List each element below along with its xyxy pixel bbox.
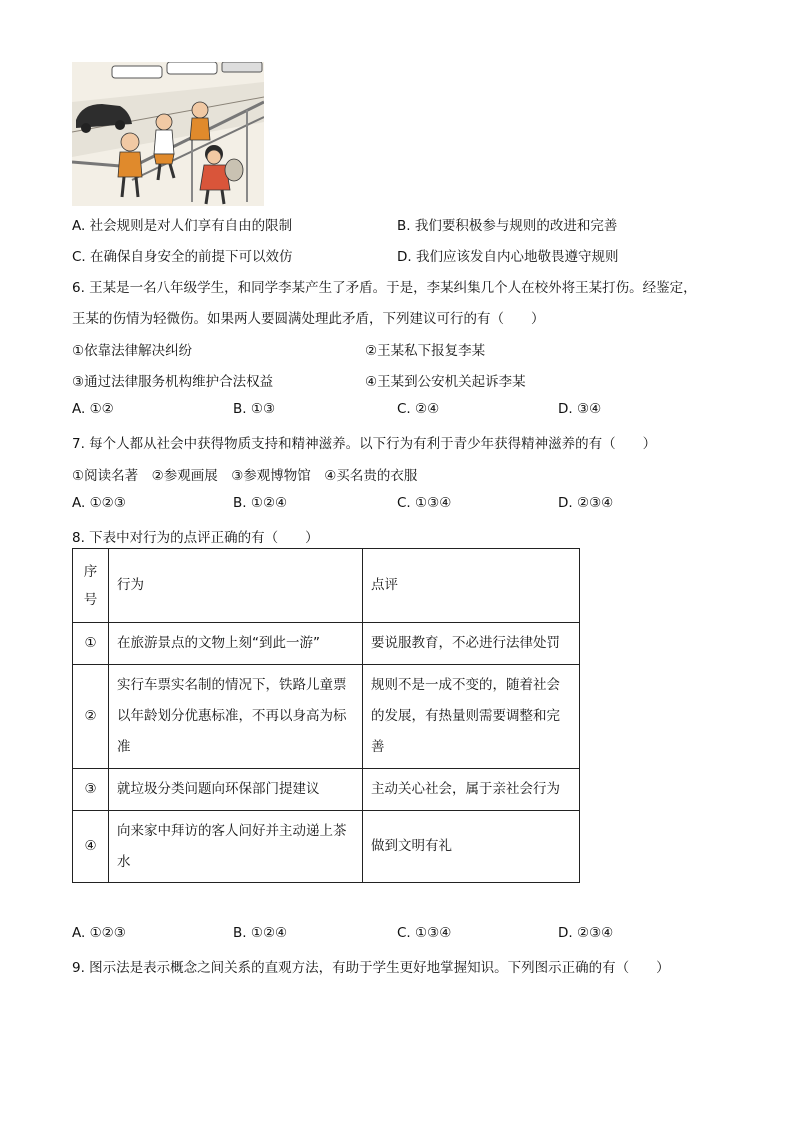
header-behavior: 行为	[109, 549, 363, 623]
q6-stem-line2: 王某的伤情为轻微伤。如果两人要圆满处理此矛盾，下列建议可行的有（ ）	[72, 311, 545, 327]
q6-item-1: ①依靠法律解决纠纷	[72, 343, 193, 359]
row-behavior: 就垃圾分类问题向环保部门提建议	[109, 769, 363, 811]
q5-option-b: B. 我们要积极参与规则的改进和完善	[397, 218, 618, 234]
row-behavior: 在旅游景点的文物上刻“到此一游”	[109, 623, 363, 665]
q8-option-a: A. ①②③	[72, 925, 126, 941]
q5-option-c: C. 在确保自身安全的前提下可以效仿	[72, 249, 293, 265]
q6-stem-line1: 6. 王某是一名八年级学生，和同学李某产生了矛盾。于是，李某纠集几个人在校外将王某打伤。经鉴定，	[72, 280, 697, 296]
row-behavior: 实行车票实名制的情况下，铁路儿童票以年龄划分优惠标准，不再以身高为标准	[109, 665, 363, 769]
row-no: ③	[73, 769, 109, 811]
q8-stem: 8. 下表中对行为的点评正确的有（ ）	[72, 530, 319, 546]
q7-items: ①阅读名著 ②参观画展 ③参观博物馆 ④买名贵的衣服	[72, 468, 418, 484]
q7-option-b: B. ①②④	[233, 495, 288, 511]
row-no: ④	[73, 811, 109, 883]
cartoon-illustration	[72, 62, 264, 206]
q8-table	[72, 548, 580, 883]
q5-option-a: A. 社会规则是对人们享有自由的限制	[72, 218, 293, 234]
q6-item-4: ④王某到公安机关起诉李某	[365, 374, 526, 390]
q8-option-d: D. ②③④	[558, 925, 614, 941]
q7-option-d: D. ②③④	[558, 495, 614, 511]
q7-stem: 7. 每个人都从社会中获得物质支持和精神滋养。以下行为有利于青少年获得精神滋养的有（ ）	[72, 436, 657, 452]
q7-option-a: A. ①②③	[72, 495, 126, 511]
row-comment: 做到文明有礼	[363, 811, 580, 883]
row-comment: 主动关心社会，属于亲社会行为	[363, 769, 580, 811]
q6-item-2: ②王某私下报复李某	[365, 343, 486, 359]
table-row	[73, 623, 580, 665]
header-comment: 点评	[363, 549, 580, 623]
q6-option-c: C. ②④	[397, 401, 440, 417]
q9-stem: 9. 图示法是表示概念之间关系的直观方法，有助于学生更好地掌握知识。下列图示正确的有（ ）	[72, 960, 670, 976]
table-header-row	[73, 549, 580, 623]
row-comment: 规则不是一成不变的，随着社会的发展，有热量则需要调整和完善	[363, 665, 580, 769]
q6-option-b: B. ①③	[233, 401, 276, 417]
q8-option-c: C. ①③④	[397, 925, 452, 941]
row-comment: 要说服教育，不必进行法律处罚	[363, 623, 580, 665]
table-row	[73, 811, 580, 883]
q5-option-d: D. 我们应该发自内心地敬畏遵守规则	[397, 249, 619, 265]
q8-option-b: B. ①②④	[233, 925, 288, 941]
header-no: 序号	[73, 549, 109, 623]
q7-option-c: C. ①③④	[397, 495, 452, 511]
q6-item-3: ③通过法律服务机构维护合法权益	[72, 374, 274, 390]
table-row	[73, 769, 580, 811]
row-behavior: 向来家中拜访的客人问好并主动递上茶水	[109, 811, 363, 883]
row-no: ①	[73, 623, 109, 665]
table-row	[73, 665, 580, 769]
q6-option-a: A. ①②	[72, 401, 114, 417]
q6-option-d: D. ③④	[558, 401, 602, 417]
row-no: ②	[73, 665, 109, 769]
